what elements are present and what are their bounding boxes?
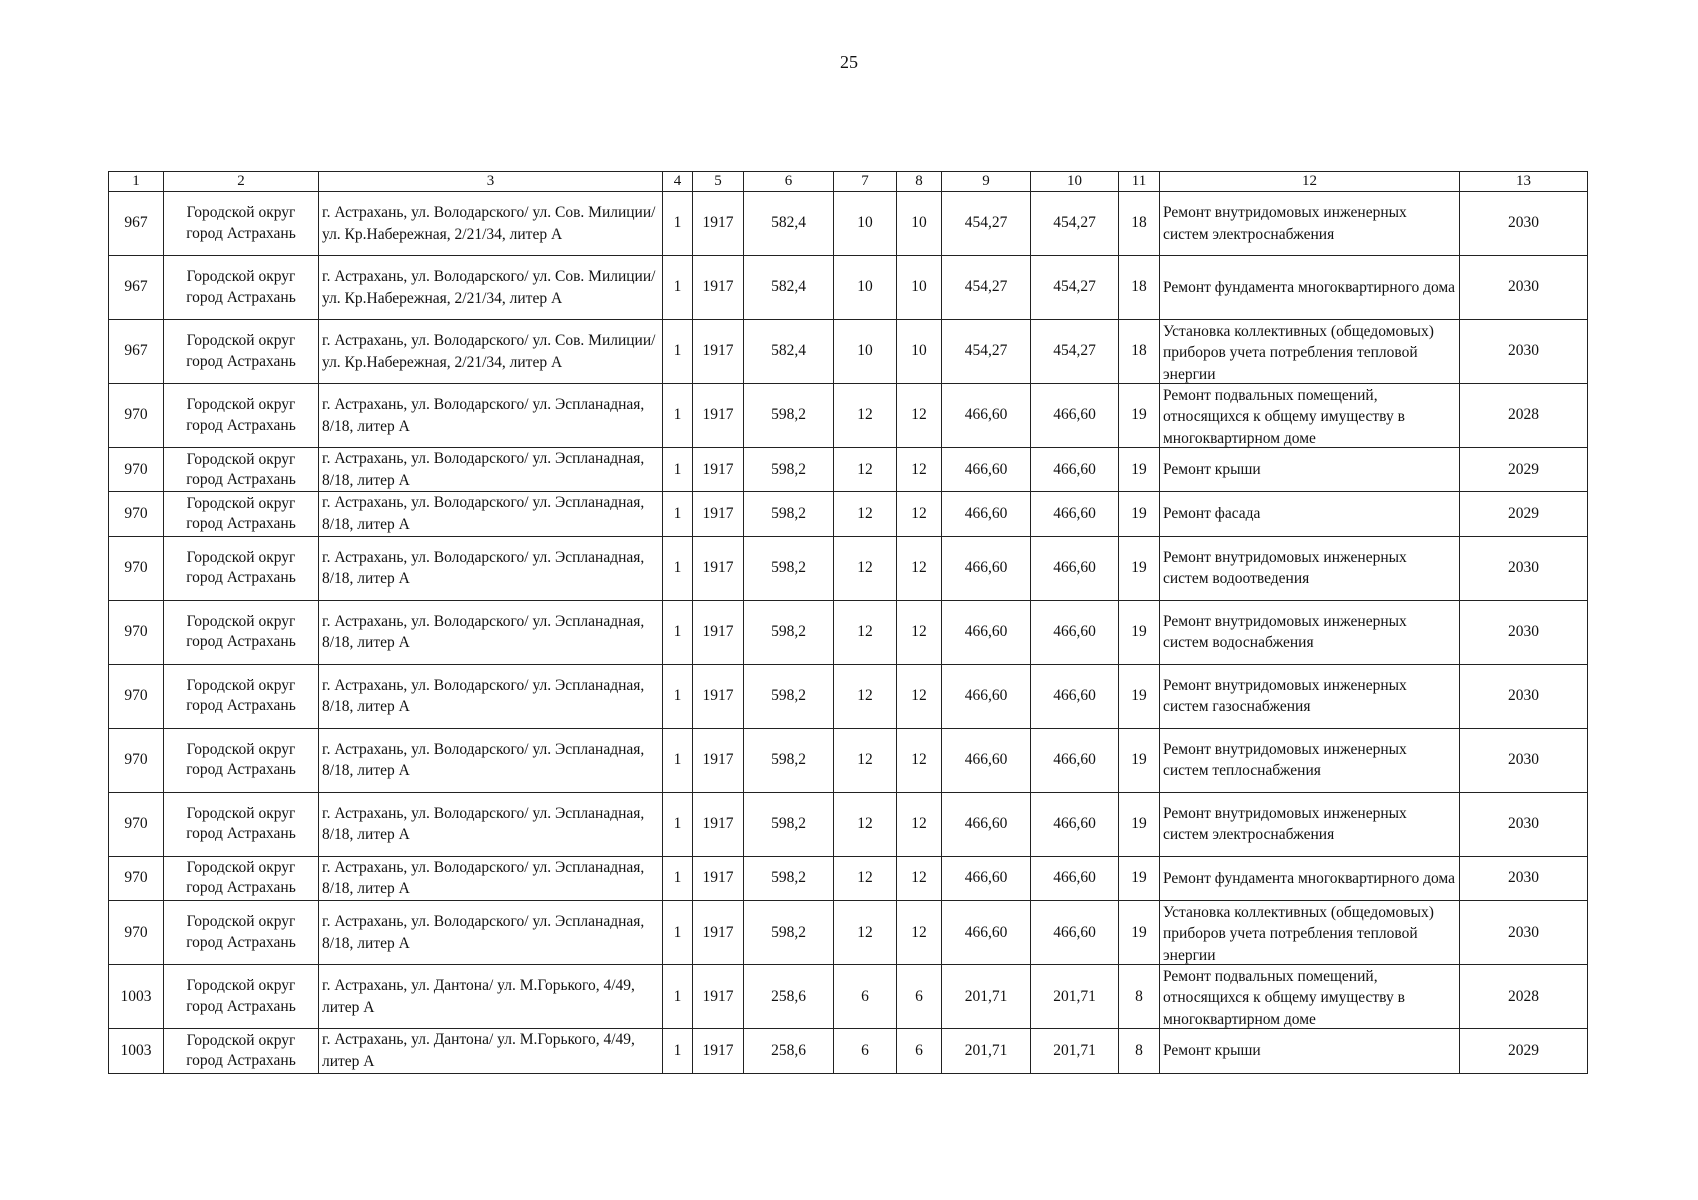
municipality-cell: Городской округ город Астрахань [164, 600, 319, 664]
municipality-cell: Городской округ город Астрахань [164, 728, 319, 792]
work-type-cell [1160, 492, 1460, 536]
municipality-cell: Городской округ город Астрахань [164, 192, 319, 256]
col10-cell: 466,60 [1031, 664, 1119, 728]
table-row [109, 448, 1588, 492]
municipality-cell: Городской округ город Астрахань [164, 320, 319, 384]
year-cell: 1917 [693, 448, 744, 492]
column-header: 5 [693, 172, 744, 192]
address-cell [319, 448, 663, 492]
work-type-text: Ремонт внутридомовых инженерных систем электроснабжения [1163, 804, 1407, 844]
year-cell: 1917 [693, 792, 744, 856]
col7-cell: 12 [834, 856, 897, 900]
address-cell [319, 192, 663, 256]
col10-cell: 466,60 [1031, 901, 1119, 965]
area-cell: 598,2 [744, 856, 834, 900]
col4-cell: 1 [663, 384, 693, 448]
address-cell [319, 256, 663, 320]
col4-cell: 1 [663, 492, 693, 536]
work-type-text: Установка коллективных (общедомовых) приборов учета потребления тепловой энергии [1163, 903, 1434, 964]
municipality-cell: Городской округ город Астрахань [164, 256, 319, 320]
work-type-text: Ремонт фундамента многоквартирного дома [1163, 278, 1455, 296]
col7-cell: 12 [834, 901, 897, 965]
municipality-cell: Городской округ город Астрахань [164, 856, 319, 900]
planned-year-cell: 2030 [1460, 792, 1588, 856]
col8-cell: 12 [897, 901, 942, 965]
work-type-cell [1160, 448, 1460, 492]
col8-cell: 12 [897, 664, 942, 728]
col7-cell: 10 [834, 192, 897, 256]
col11-cell: 19 [1119, 728, 1160, 792]
col8-cell: 12 [897, 536, 942, 600]
col9-cell: 466,60 [942, 728, 1031, 792]
area-cell: 598,2 [744, 792, 834, 856]
col11-cell: 19 [1119, 664, 1160, 728]
address-text: г. Астрахань, ул. Володарского/ ул. Эспланадная, 8/18, литер А [322, 612, 645, 652]
municipality-cell: Городской округ город Астрахань [164, 536, 319, 600]
col4-cell: 1 [663, 901, 693, 965]
work-type-text: Ремонт крыши [1163, 1041, 1261, 1059]
col8-cell: 10 [897, 192, 942, 256]
year-cell: 1917 [693, 856, 744, 900]
row-number-cell: 970 [109, 664, 164, 728]
work-type-cell [1160, 320, 1460, 384]
col7-cell: 10 [834, 256, 897, 320]
col4-cell: 1 [663, 192, 693, 256]
address-cell [319, 320, 663, 384]
col10-cell: 201,71 [1031, 1029, 1119, 1073]
col10-cell: 454,27 [1031, 320, 1119, 384]
col9-cell: 466,60 [942, 664, 1031, 728]
col4-cell: 1 [663, 256, 693, 320]
col4-cell: 1 [663, 965, 693, 1029]
planned-year-cell: 2029 [1460, 448, 1588, 492]
year-cell: 1917 [693, 536, 744, 600]
address-text: г. Астрахань, ул. Володарского/ ул. Сов. Милиции/ ул. Кр.Набережная, 2/21/34, литер А [322, 331, 656, 371]
work-type-text: Ремонт крыши [1163, 460, 1261, 478]
planned-year-cell: 2028 [1460, 384, 1588, 448]
col7-cell: 12 [834, 728, 897, 792]
address-cell [319, 901, 663, 965]
planned-year-cell: 2030 [1460, 728, 1588, 792]
table-row [109, 1029, 1588, 1073]
area-cell: 258,6 [744, 1029, 834, 1073]
column-header: 4 [663, 172, 693, 192]
col11-cell: 18 [1119, 192, 1160, 256]
col11-cell: 19 [1119, 448, 1160, 492]
col7-cell: 12 [834, 536, 897, 600]
col11-cell: 19 [1119, 600, 1160, 664]
col7-cell: 12 [834, 448, 897, 492]
column-header: 1 [109, 172, 164, 192]
col4-cell: 1 [663, 1029, 693, 1073]
municipality-cell: Городской округ город Астрахань [164, 965, 319, 1029]
municipality-cell: Городской округ город Астрахань [164, 901, 319, 965]
municipality-cell: Городской округ город Астрахань [164, 1029, 319, 1073]
work-type-text: Ремонт фасада [1163, 505, 1261, 523]
address-text: г. Астрахань, ул. Володарского/ ул. Эспланадная, 8/18, литер А [322, 912, 645, 952]
col9-cell: 454,27 [942, 320, 1031, 384]
work-type-text: Ремонт фундамента многоквартирного дома [1163, 869, 1455, 887]
work-type-cell [1160, 856, 1460, 900]
col8-cell: 12 [897, 384, 942, 448]
municipality-cell: Городской округ город Астрахань [164, 384, 319, 448]
col11-cell: 19 [1119, 901, 1160, 965]
column-header: 7 [834, 172, 897, 192]
row-number-cell: 970 [109, 536, 164, 600]
area-cell: 598,2 [744, 448, 834, 492]
column-header: 6 [744, 172, 834, 192]
work-type-text: Ремонт подвальных помещений, относящихся к общему имуществу в многоквартирном доме [1163, 967, 1405, 1028]
column-header: 2 [164, 172, 319, 192]
area-cell: 598,2 [744, 901, 834, 965]
address-text: г. Астрахань, ул. Володарского/ ул. Эспланадная, 8/18, литер А [322, 450, 645, 489]
row-number-cell: 970 [109, 856, 164, 900]
col7-cell: 12 [834, 792, 897, 856]
work-type-cell [1160, 901, 1460, 965]
planned-year-cell: 2030 [1460, 600, 1588, 664]
column-header: 13 [1460, 172, 1588, 192]
table-row [109, 384, 1588, 448]
repair-schedule-table [108, 171, 1588, 1074]
address-text: г. Астрахань, ул. Володарского/ ул. Сов. Милиции/ ул. Кр.Набережная, 2/21/34, литер А [322, 267, 656, 307]
work-type-cell [1160, 792, 1460, 856]
address-text: г. Астрахань, ул. Володарского/ ул. Эспланадная, 8/18, литер А [322, 395, 645, 435]
municipality-cell: Городской округ город Астрахань [164, 448, 319, 492]
table-row [109, 536, 1588, 600]
col11-cell: 19 [1119, 384, 1160, 448]
area-cell: 258,6 [744, 965, 834, 1029]
work-type-text: Ремонт подвальных помещений, относящихся к общему имуществу в многоквартирном доме [1163, 386, 1405, 447]
col7-cell: 6 [834, 965, 897, 1029]
address-cell [319, 792, 663, 856]
col9-cell: 466,60 [942, 901, 1031, 965]
table-row [109, 320, 1588, 384]
work-type-cell [1160, 965, 1460, 1029]
planned-year-cell: 2030 [1460, 192, 1588, 256]
row-number-cell: 970 [109, 728, 164, 792]
address-text: г. Астрахань, ул. Володарского/ ул. Эспланадная, 8/18, литер А [322, 676, 645, 716]
col8-cell: 12 [897, 728, 942, 792]
col4-cell: 1 [663, 536, 693, 600]
col10-cell: 466,60 [1031, 600, 1119, 664]
table-row [109, 492, 1588, 536]
year-cell: 1917 [693, 600, 744, 664]
year-cell: 1917 [693, 256, 744, 320]
address-cell [319, 384, 663, 448]
col9-cell: 201,71 [942, 965, 1031, 1029]
col10-cell: 201,71 [1031, 965, 1119, 1029]
year-cell: 1917 [693, 320, 744, 384]
col11-cell: 19 [1119, 536, 1160, 600]
table-row [109, 728, 1588, 792]
year-cell: 1917 [693, 192, 744, 256]
col10-cell: 466,60 [1031, 792, 1119, 856]
area-cell: 598,2 [744, 664, 834, 728]
area-cell: 598,2 [744, 536, 834, 600]
work-type-cell [1160, 192, 1460, 256]
col9-cell: 466,60 [942, 536, 1031, 600]
col4-cell: 1 [663, 664, 693, 728]
col8-cell: 12 [897, 856, 942, 900]
address-cell [319, 856, 663, 900]
planned-year-cell: 2030 [1460, 320, 1588, 384]
work-type-cell [1160, 728, 1460, 792]
column-header: 10 [1031, 172, 1119, 192]
col9-cell: 454,27 [942, 192, 1031, 256]
col10-cell: 466,60 [1031, 856, 1119, 900]
year-cell: 1917 [693, 728, 744, 792]
work-type-cell [1160, 384, 1460, 448]
address-cell [319, 492, 663, 536]
address-cell [319, 965, 663, 1029]
col7-cell: 10 [834, 320, 897, 384]
col10-cell: 454,27 [1031, 256, 1119, 320]
planned-year-cell: 2029 [1460, 492, 1588, 536]
col4-cell: 1 [663, 728, 693, 792]
year-cell: 1917 [693, 384, 744, 448]
col11-cell: 19 [1119, 856, 1160, 900]
area-cell: 582,4 [744, 192, 834, 256]
col9-cell: 466,60 [942, 492, 1031, 536]
column-header: 9 [942, 172, 1031, 192]
address-cell [319, 728, 663, 792]
col10-cell: 466,60 [1031, 728, 1119, 792]
area-cell: 598,2 [744, 600, 834, 664]
table-row [109, 856, 1588, 900]
col8-cell: 6 [897, 965, 942, 1029]
row-number-cell: 1003 [109, 965, 164, 1029]
work-type-text: Ремонт внутридомовых инженерных систем электроснабжения [1163, 203, 1407, 243]
address-text: г. Астрахань, ул. Дантона/ ул. М.Горького, 4/49, литер А [322, 1031, 635, 1070]
area-cell: 582,4 [744, 320, 834, 384]
col9-cell: 466,60 [942, 856, 1031, 900]
col8-cell: 10 [897, 320, 942, 384]
area-cell: 598,2 [744, 384, 834, 448]
table-row [109, 664, 1588, 728]
address-text: г. Астрахань, ул. Володарского/ ул. Эспланадная, 8/18, литер А [322, 858, 645, 898]
column-header: 12 [1160, 172, 1460, 192]
area-cell: 582,4 [744, 256, 834, 320]
year-cell: 1917 [693, 492, 744, 536]
address-text: г. Астрахань, ул. Володарского/ ул. Эспланадная, 8/18, литер А [322, 740, 645, 780]
table-row [109, 792, 1588, 856]
col8-cell: 12 [897, 492, 942, 536]
address-text: г. Астрахань, ул. Дантона/ ул. М.Горького, 4/49, литер А [322, 976, 635, 1016]
planned-year-cell: 2029 [1460, 1029, 1588, 1073]
col9-cell: 454,27 [942, 256, 1031, 320]
work-type-cell [1160, 600, 1460, 664]
row-number-cell: 967 [109, 192, 164, 256]
address-text: г. Астрахань, ул. Володарского/ ул. Эспланадная, 8/18, литер А [322, 804, 645, 844]
work-type-cell [1160, 256, 1460, 320]
col10-cell: 466,60 [1031, 384, 1119, 448]
col8-cell: 12 [897, 600, 942, 664]
year-cell: 1917 [693, 901, 744, 965]
col11-cell: 18 [1119, 256, 1160, 320]
col7-cell: 6 [834, 1029, 897, 1073]
col9-cell: 466,60 [942, 384, 1031, 448]
col10-cell: 466,60 [1031, 448, 1119, 492]
col8-cell: 12 [897, 448, 942, 492]
col10-cell: 466,60 [1031, 492, 1119, 536]
work-type-cell [1160, 536, 1460, 600]
table-row [109, 600, 1588, 664]
col9-cell: 466,60 [942, 792, 1031, 856]
column-header: 3 [319, 172, 663, 192]
col11-cell: 8 [1119, 965, 1160, 1029]
row-number-cell: 970 [109, 384, 164, 448]
year-cell: 1917 [693, 664, 744, 728]
row-number-cell: 967 [109, 256, 164, 320]
planned-year-cell: 2030 [1460, 856, 1588, 900]
col11-cell: 19 [1119, 492, 1160, 536]
work-type-cell [1160, 664, 1460, 728]
work-type-text: Ремонт внутридомовых инженерных систем водоотведения [1163, 548, 1407, 588]
planned-year-cell: 2030 [1460, 256, 1588, 320]
column-header: 11 [1119, 172, 1160, 192]
col8-cell: 12 [897, 792, 942, 856]
year-cell: 1917 [693, 965, 744, 1029]
municipality-cell: Городской округ город Астрахань [164, 492, 319, 536]
col8-cell: 10 [897, 256, 942, 320]
col4-cell: 1 [663, 856, 693, 900]
work-type-text: Ремонт внутридомовых инженерных систем водоснабжения [1163, 612, 1407, 652]
col8-cell: 6 [897, 1029, 942, 1073]
work-type-text: Ремонт внутридомовых инженерных систем газоснабжения [1163, 676, 1407, 716]
row-number-cell: 970 [109, 792, 164, 856]
col9-cell: 466,60 [942, 448, 1031, 492]
municipality-cell: Городской округ город Астрахань [164, 792, 319, 856]
planned-year-cell: 2030 [1460, 901, 1588, 965]
area-cell: 598,2 [744, 728, 834, 792]
address-cell [319, 600, 663, 664]
address-text: г. Астрахань, ул. Володарского/ ул. Эспланадная, 8/18, литер А [322, 494, 645, 534]
col9-cell: 466,60 [942, 600, 1031, 664]
municipality-cell: Городской округ город Астрахань [164, 664, 319, 728]
planned-year-cell: 2028 [1460, 965, 1588, 1029]
year-cell: 1917 [693, 1029, 744, 1073]
col11-cell: 18 [1119, 320, 1160, 384]
address-text: г. Астрахань, ул. Володарского/ ул. Эспланадная, 8/18, литер А [322, 548, 645, 588]
address-cell [319, 536, 663, 600]
row-number-cell: 970 [109, 600, 164, 664]
row-number-cell: 967 [109, 320, 164, 384]
area-cell: 598,2 [744, 492, 834, 536]
col7-cell: 12 [834, 492, 897, 536]
col4-cell: 1 [663, 792, 693, 856]
table-row [109, 901, 1588, 965]
work-type-text: Установка коллективных (общедомовых) приборов учета потребления тепловой энергии [1163, 322, 1434, 383]
work-type-text: Ремонт внутридомовых инженерных систем теплоснабжения [1163, 740, 1407, 780]
planned-year-cell: 2030 [1460, 664, 1588, 728]
address-cell [319, 664, 663, 728]
col9-cell: 201,71 [942, 1029, 1031, 1073]
column-header: 8 [897, 172, 942, 192]
work-type-cell [1160, 1029, 1460, 1073]
table-row [109, 192, 1588, 256]
col10-cell: 454,27 [1031, 192, 1119, 256]
table-body [109, 192, 1588, 1074]
row-number-cell: 1003 [109, 1029, 164, 1073]
table-header [109, 172, 1588, 192]
row-number-cell: 970 [109, 901, 164, 965]
col4-cell: 1 [663, 600, 693, 664]
row-number-cell: 970 [109, 492, 164, 536]
col7-cell: 12 [834, 664, 897, 728]
page-number: 25 [840, 52, 858, 72]
col7-cell: 12 [834, 384, 897, 448]
address-text: г. Астрахань, ул. Володарского/ ул. Сов. Милиции/ ул. Кр.Набережная, 2/21/34, литер А [322, 203, 656, 243]
planned-year-cell: 2030 [1460, 536, 1588, 600]
address-cell [319, 1029, 663, 1073]
table-row [109, 965, 1588, 1029]
col11-cell: 19 [1119, 792, 1160, 856]
col7-cell: 12 [834, 600, 897, 664]
col10-cell: 466,60 [1031, 536, 1119, 600]
header-row [109, 172, 1588, 192]
row-number-cell: 970 [109, 448, 164, 492]
col4-cell: 1 [663, 320, 693, 384]
table-row [109, 256, 1588, 320]
col11-cell: 8 [1119, 1029, 1160, 1073]
col4-cell: 1 [663, 448, 693, 492]
